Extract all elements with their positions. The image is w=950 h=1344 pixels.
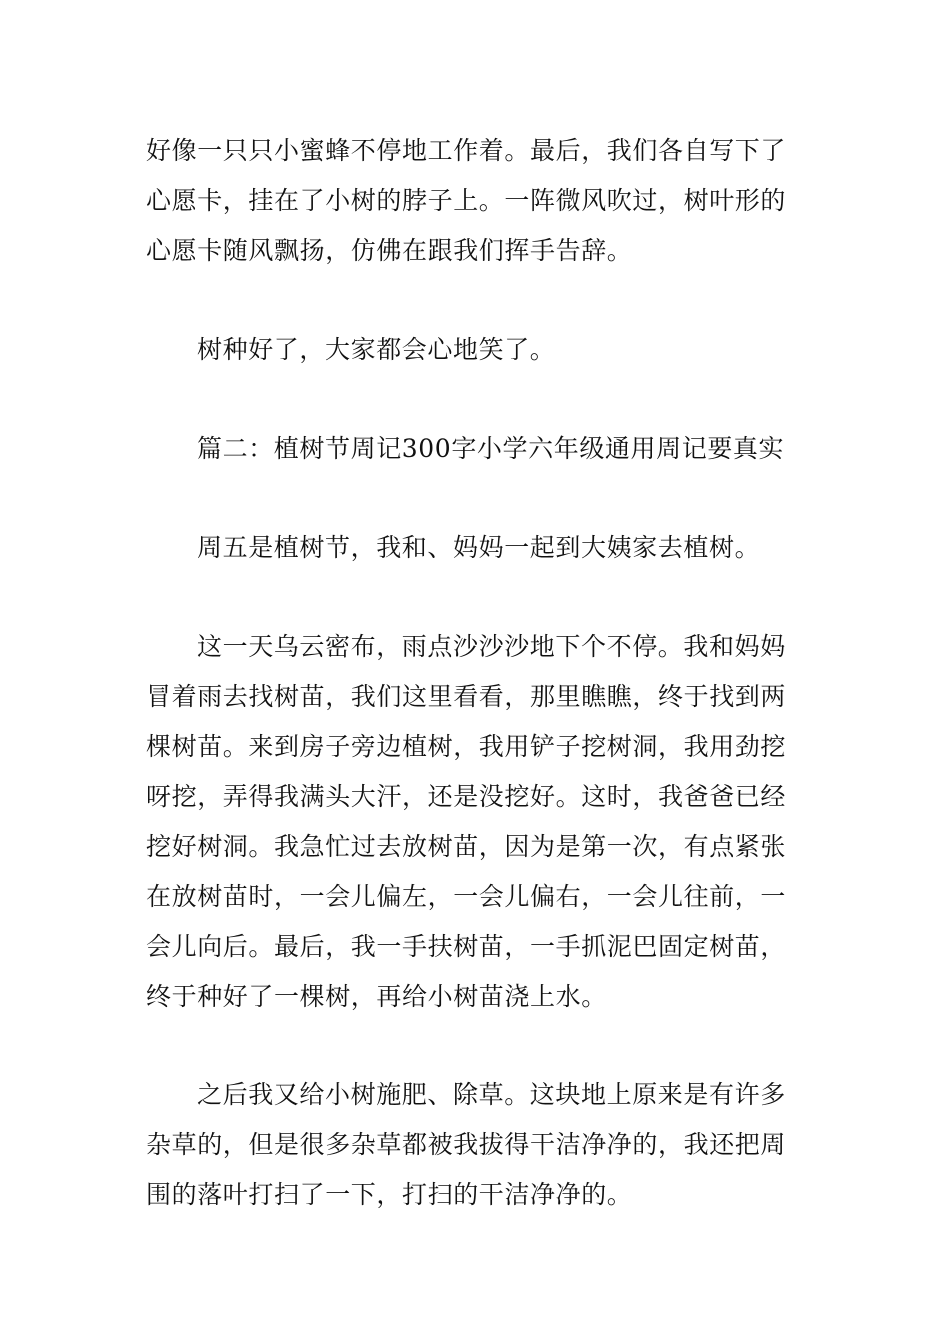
paragraph: 树种好了，大家都会心地笑了。 <box>197 335 556 364</box>
paragraph: 周五是植树节，我和、妈妈一起到大姨家去植树。 <box>197 533 761 562</box>
paragraph-continuation: 好像一只只小蜜蜂不停地工作着。最后，我们各自写下了心愿卡，挂在了小树的脖子上。一阵微风吹过，树叶形的心愿卡随风飘扬，仿佛在跟我们挥手告辞。 <box>146 136 787 265</box>
paragraph: 之后我又给小树施肥、除草。这块地上原来是有许多杂草的，但是很多杂草都被我拔得干洁净净的，我还把周围的落叶打扫了一下，打扫的干洁净净的。 <box>146 1080 787 1209</box>
paragraph: 这一天乌云密布，雨点沙沙沙地下个不停。我和妈妈冒着雨去找树苗，我们这里看看，那里瞧瞧，终于找到两棵树苗。来到房子旁边植树，我用铲子挖树洞，我用劲挖呀挖，弄得我满头大汗，还是没挖好。这时，我爸爸已经挖好树洞。我急忙过去放树苗，因为是第一次，有点紧张在放树苗时，一会儿偏左，一会儿偏右，一会儿往前，一会儿向后。最后，我一手扶树苗，一手抓泥巴固定树苗，终于种好了一棵树，再给小树苗浇上水。 <box>146 632 787 1011</box>
section-heading: 篇二：植树节周记300字小学六年级通用周记要真实 <box>197 434 785 463</box>
